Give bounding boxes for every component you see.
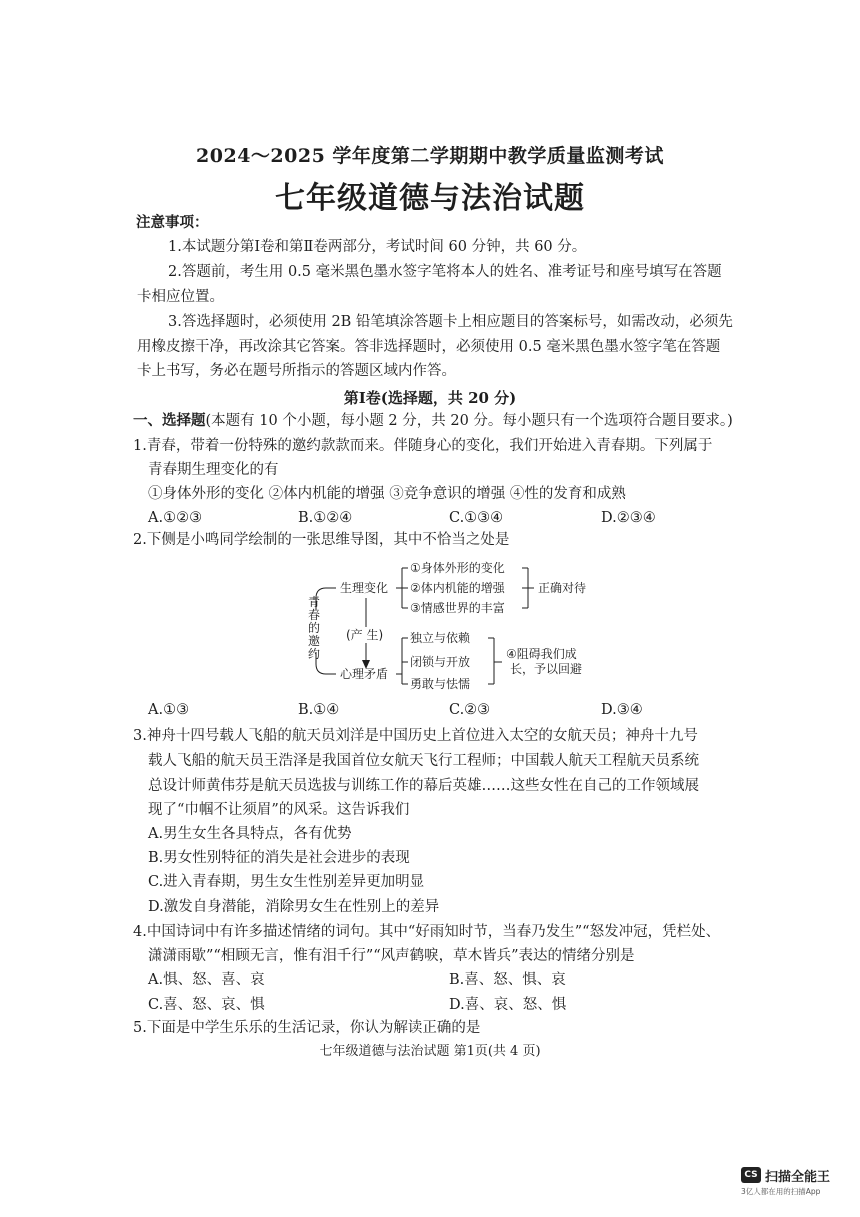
root-char-2: 春	[308, 608, 321, 622]
q5-stem: 5.下面是中学生乐乐的生活记录，你认为解读正确的是	[133, 1020, 481, 1036]
q1-stem-2: 青春期生理变化的有	[148, 462, 279, 478]
notice-line-2b: 卡相应位置。	[137, 289, 224, 305]
q3-stem-3: 总设计师黄伟芬是航天员选拔与训练工作的幕后英雄……这些女性在自己的工作领域展	[148, 778, 699, 794]
bottom-result-line-1: ④阻碍我们成	[506, 647, 577, 661]
watermark-subtitle: 3亿人都在用的扫描App	[741, 1187, 821, 1196]
exam-title: 2024～2025 学年度第二学期期中教学质量监测考试	[196, 145, 664, 167]
section-heading	[133, 412, 733, 430]
watermark-name: 扫描全能王	[765, 1170, 831, 1185]
notice-line-1: 1.本试题分第Ⅰ卷和第Ⅱ卷两部分，考试时间 60 分钟，共 60 分。	[168, 239, 587, 255]
mind-map-root	[308, 594, 320, 661]
q1-items: ①身体外形的变化 ②体内机能的增强 ③竞争意识的增强 ④性的发育和成熟	[148, 486, 626, 502]
notice-heading: 注意事项：	[136, 214, 209, 231]
notice-line-3a: 3.答选择题时，必须使用 2B 铅笔填涂答题卡上相应题目的答案标号，如需改动，必须先	[168, 314, 733, 330]
section-desc: (本题有 10 个小题，每小题 2 分，共 20 分。每小题只有一个选项符合题目要求。)	[205, 413, 733, 429]
q3-stem-2: 载人飞船的航天员王浩泽是我国首位女航天飞行工程师；中国载人航天工程航天员系统	[148, 753, 699, 769]
top-item-3: ③情感世界的丰富	[410, 601, 505, 615]
section-label: 一、选择题	[133, 412, 206, 429]
q1-option-d: D.②③④	[601, 510, 656, 526]
q3-option-b: B.男女性别特征的消失是社会进步的表现	[148, 850, 410, 866]
q3-stem-1: 3.神舟十四号载人飞船的航天员刘洋是中国历史上首位进入太空的女航天员；神舟十九号	[133, 728, 698, 744]
notice-line-3c: 卡上书写，务必在题号所指示的答题区域内作答。	[137, 363, 456, 379]
q3-stem-4: 现了“巾帼不让须眉”的风采。这告诉我们	[148, 802, 410, 818]
q4-stem-2: 潇潇雨歇”“相顾无言，惟有泪千行”“风声鹤唳，草木皆兵”表达的情绪分别是	[148, 948, 635, 964]
bottom-result-line-2: 长，予以回避	[510, 662, 583, 676]
q1-stem-1: 1.青春，带着一份特殊的邀约款款而来。伴随身心的变化，我们开始进入青春期。下列属于	[133, 438, 713, 454]
root-char-1: 青	[308, 595, 321, 609]
q4-option-c: C.喜、怒、哀、惧	[148, 997, 265, 1013]
bottom-item-3: 勇敢与怯懦	[410, 677, 471, 691]
q3-option-a: A.男生女生各具特点，各有优势	[148, 826, 352, 842]
top-right-bracket	[522, 568, 534, 608]
root-char-4: 邀	[308, 634, 321, 648]
mind-map-diagram	[296, 552, 626, 697]
root-char-5: 约	[308, 647, 321, 661]
branch-physical: 生理变化	[340, 581, 389, 595]
q2-option-d: D.③④	[601, 702, 643, 718]
q2-option-c: C.②③	[449, 702, 491, 718]
q1-option-a: A.①②③	[148, 510, 203, 526]
top-result: 正确对待	[538, 581, 587, 595]
q2-option-a: A.①③	[148, 702, 190, 718]
top-item-2: ②体内机能的增强	[410, 581, 505, 595]
page-footer: 七年级道德与法治试题 第1页(共 4 页)	[319, 1044, 541, 1059]
root-char-3: 的	[308, 621, 321, 635]
link-label: (产 生)	[346, 628, 384, 642]
q4-option-b: B.喜、怒、惧、哀	[449, 972, 566, 988]
bottom-item-2: 闭锁与开放	[410, 655, 471, 669]
q4-stem-1: 4.中国诗词中有许多描述情绪的词句。其中“好雨知时节，当春乃发生”“怒发冲冠，凭栏处、	[133, 924, 721, 940]
part-one-title: 第Ⅰ卷(选择题，共 20 分)	[343, 389, 517, 407]
q3-option-d: D.激发自身潜能，消除男女生在性别上的差异	[148, 899, 440, 915]
q3-option-c: C.进入青春期，男生女生性别差异更加明显	[148, 874, 425, 890]
camscanner-logo-icon: CS	[741, 1167, 761, 1183]
notice-line-2a: 2.答题前，考生用 0.5 毫米黑色墨水签字笔将本人的姓名、准考证号和座号填写在答题	[168, 264, 722, 280]
q1-option-b: B.①②④	[298, 510, 353, 526]
q2-stem: 2.下侧是小鸣同学绘制的一张思维导图，其中不恰当之处是	[133, 532, 510, 548]
bottom-item-1: 独立与依赖	[410, 631, 471, 645]
q4-option-a: A.惧、怒、喜、哀	[148, 972, 265, 988]
notice-line-3b: 用橡皮擦干净，再改涂其它答案。答非选择题时，必须使用 0.5 毫米黑色墨水签字笔在答题	[137, 339, 721, 355]
subject-title: 七年级道德与法治试题	[275, 181, 585, 216]
q4-option-d: D.喜、哀、怒、惧	[449, 997, 567, 1013]
top-bracket	[396, 568, 408, 608]
bottom-right-bracket	[488, 638, 502, 684]
bottom-bracket	[396, 638, 408, 684]
q2-option-b: B.①④	[298, 702, 340, 718]
top-item-1: ①身体外形的变化	[410, 561, 505, 575]
q1-option-c: C.①③④	[449, 510, 504, 526]
branch-psychological: 心理矛盾	[340, 667, 389, 681]
